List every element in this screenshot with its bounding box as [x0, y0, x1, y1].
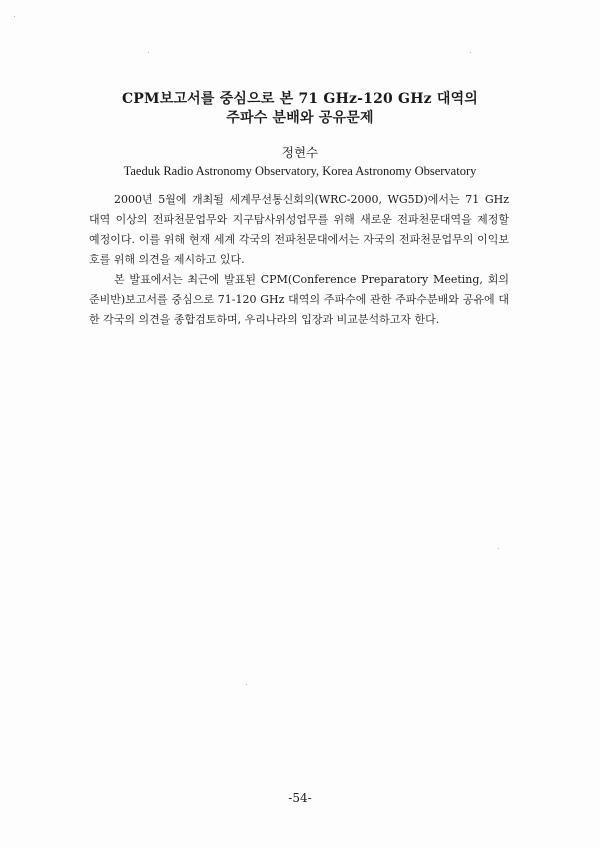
paper-title: [0, 90, 600, 128]
author-name: 정현수: [281, 145, 319, 160]
author-affiliation: Taeduk Radio Astronomy Observatory, Korea Astronomy Observatory: [123, 164, 477, 178]
scan-speck: [246, 684, 247, 685]
title-line-2: 주파수 분배와 공유문제: [226, 110, 374, 126]
scan-speck: [14, 16, 15, 17]
abstract-body: [89, 190, 509, 330]
scan-speck: [470, 52, 471, 53]
title-line-1: CPM보고서를 중심으로 본 71 GHz-120 GHz 대역의: [121, 91, 479, 107]
scan-speck: [148, 52, 149, 53]
page-number: -54-: [288, 791, 312, 805]
abstract-paragraph-2: 본 발표에서는 최근에 발표된 CPM(Conference Preparatory Meeting, 회의준비반)보고서를 중심으로 71-120 GHz 대역의 주파수에 관한 주파수분배와 공유에 대한 각국의 의견을 종합검토하며, 우리나라의 입장과 비교분석하고자 한다.: [89, 273, 509, 326]
abstract-paragraph-1: 2000년 5월에 개최될 세계무선통신회의(WRC-2000, WG5D)에서는 71 GHz 대역 이상의 전파천문업무와 지구탐사위성업무를 위해 새로운 전파천문대역을 제정할 예정이다. 이를 위해 현재 세계 각국의 전파천문대에서는 자국의 전파천문업무의 이익보호를 위해 의견을 제시하고 있다.: [89, 193, 509, 266]
scan-speck: [498, 548, 499, 549]
